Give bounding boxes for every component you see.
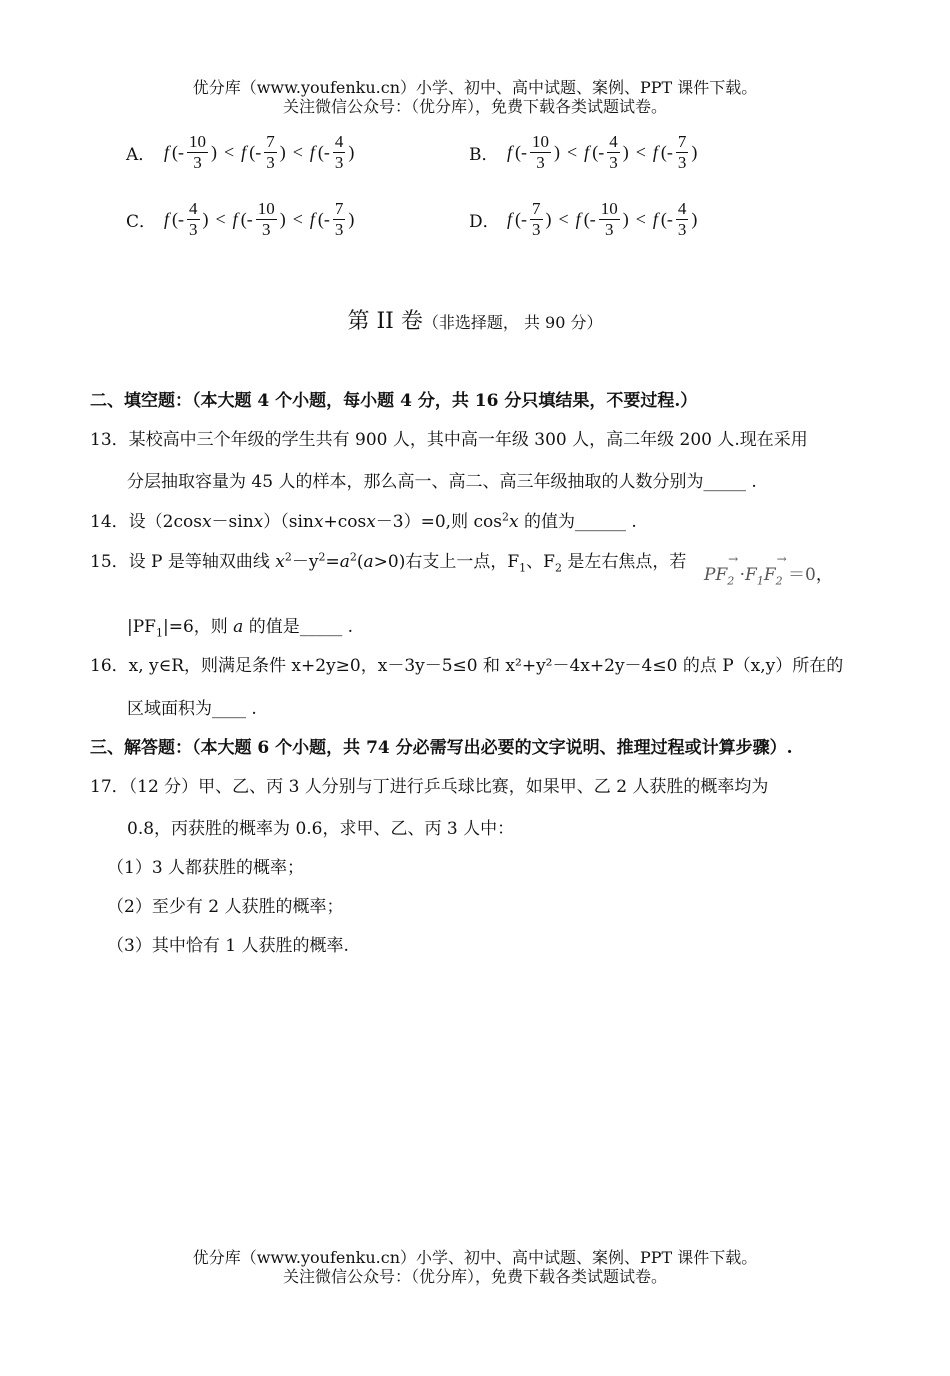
question-17-line2: 0.8，丙获胜的概率为 0.6，求甲、乙、丙 3 人中： (127, 819, 515, 839)
option-expr: f ( - $\frac{10}{3}$ ) < f ( - $\frac{4}{3}$ ) < f ( - $\frac{7}{3}$ ) (507, 132, 698, 172)
option-label: D． (469, 212, 500, 232)
question-16-line2: 区域面积为____ . (127, 699, 257, 719)
option-d (469, 199, 697, 240)
option-label: C． (126, 212, 157, 232)
option-expr: f ( - $\frac{7}{3}$ ) < f ( - $\frac{10}{3}$ ) < f ( - $\frac{4}{3}$ ) (507, 199, 698, 239)
option-b (469, 132, 697, 173)
section-title: 第 II 卷（非选择题， 共 90 分） (347, 309, 603, 334)
question-13: 13．某校高中三个年级的学生共有 900 人，其中高一年级 300 人，高二年级 200 人.现在采用 (90, 430, 808, 450)
question-14: 14．设（2cosx－sinx）（sinx+cosx－3）=0,则 $\cos^2x$ 的值为______ . (90, 510, 637, 532)
question-15-line2: $|PF_1|=6$，则 a 的值是_____ . (127, 617, 354, 640)
option-a (126, 132, 354, 173)
option-c (126, 199, 354, 240)
vector-dot-product: → $PF_2 \cdot\to F_1F_2 =0$， (704, 560, 833, 587)
question-17: 17．（12 分）甲、乙、丙 3 人分别与丁进行乒乓球比赛，如果甲、乙 2 人获胜的概率均为 (90, 777, 769, 797)
option-expr: f ( - $\frac{10}{3}$ ) < f ( - $\frac{7}{3}$ ) < f ( - $\frac{4}{3}$ ) (164, 132, 355, 172)
footer-line-2: 关注微信公众号：（优分库），免费下载各类试题试卷。 (282, 1267, 667, 1286)
footer-line-1: 优分库（www.youfenku.cn）小学、初中、高中试题、案例、PPT 课件下载。 (192, 1248, 758, 1267)
question-13-line2: 分层抽取容量为 45 人的样本，那么高一、高二、高三年级抽取的人数分别为_____ . (127, 472, 757, 492)
question-17-sub-1: （1）3 人都获胜的概率； (107, 858, 305, 878)
section-subtitle: （非选择题， 共 90 分） (422, 313, 603, 332)
part2-heading: 二、填空题：（本大题 4 个小题，每小题 4 分，共 16 分只填结果，不要过程.） (90, 391, 698, 411)
header-line-1: 优分库（www.youfenku.cn）小学、初中、高中试题、案例、PPT 课件下载。 (192, 78, 758, 97)
header-line-2: 关注微信公众号：（优分库），免费下载各类试题试卷。 (282, 97, 667, 116)
option-label: A． (126, 145, 156, 165)
question-17-sub-3: （3）其中恰有 1 人获胜的概率. (107, 936, 349, 956)
question-16: 16．x, y∈R，则满足条件 x+2y≥0，x－3y－5≤0 和 x²+y²－4x+2y－4≤0 的点 P（x,y）所在的 (90, 656, 844, 676)
part3-heading: 三、解答题：（本大题 6 个小题，共 74 分必需写出必要的文字说明、推理过程或计算步骤）. (90, 738, 793, 758)
option-expr: f ( - $\frac{4}{3}$ ) < f ( - $\frac{10}{3}$ ) < f ( - $\frac{7}{3}$ ) (164, 199, 355, 239)
question-15: 15．设 P 是等轴双曲线 $x^2-y^2=a^2(a>0)$右支上一点，$F_1$、$F_2$ 是左右焦点，若 (90, 550, 687, 575)
option-label: B． (469, 145, 499, 165)
page-header (0, 78, 950, 116)
question-17-sub-2: （2）至少有 2 人获胜的概率； (107, 897, 344, 917)
page-footer (0, 1248, 950, 1286)
